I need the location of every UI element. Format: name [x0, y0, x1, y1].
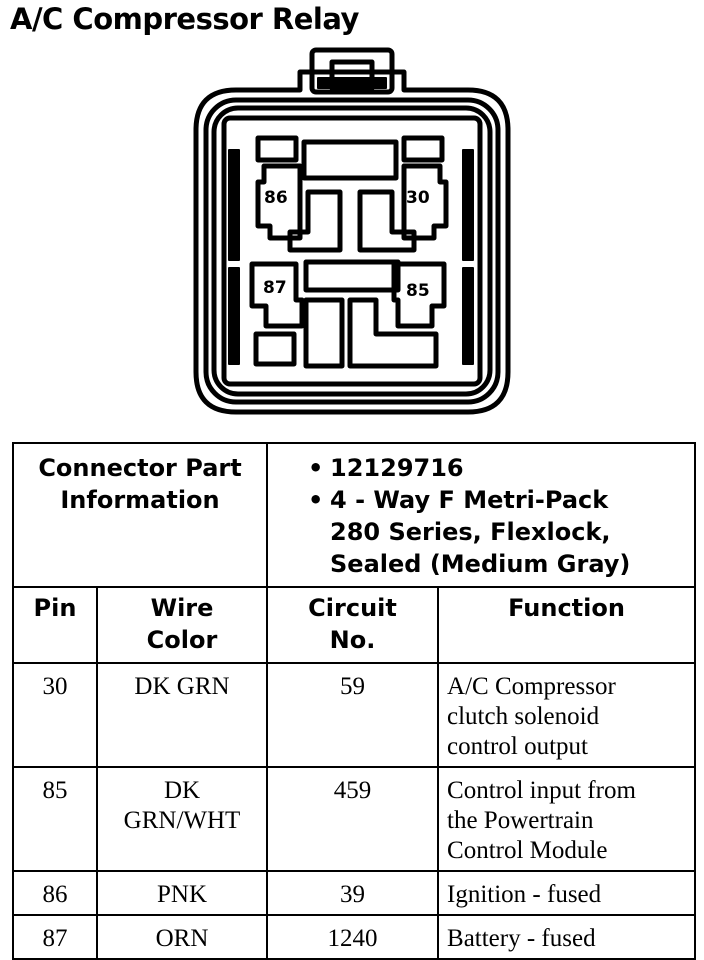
column-header-wire-color: Wire Color [97, 587, 267, 663]
part-description-item [308, 484, 688, 580]
circuit-cell: 59 [267, 663, 438, 767]
diagram-title: A/C Compressor Relay [10, 2, 359, 36]
table-row [13, 767, 695, 871]
table-row [13, 663, 695, 767]
circuit-cell: 39 [267, 871, 438, 915]
top-left-keyway [258, 138, 296, 160]
bullet-icon: • [308, 486, 324, 514]
bottom-center-cavity [306, 300, 342, 366]
part-description-line: Sealed (Medium Gray) [330, 550, 631, 578]
left-side-slot-upper [229, 150, 239, 260]
function-cell: Control input from the Powertrain Control Module [438, 767, 695, 871]
left-side-slot-lower [229, 268, 239, 364]
pin-label-86: 86 [264, 188, 288, 208]
part-number-item [308, 452, 688, 484]
bullet-icon: • [308, 454, 324, 482]
column-header-pin: Pin [13, 587, 97, 663]
pin-label-87: 87 [263, 278, 287, 298]
top-center-keyway [304, 142, 396, 178]
right-side-slot-upper [463, 150, 473, 260]
part-description-line: 4 - Way F Metri-Pack [330, 486, 609, 514]
pin-cell: 85 [13, 767, 97, 871]
part-number: 12129716 [330, 454, 464, 482]
function-cell: Battery - fused [438, 915, 695, 959]
wire-color-cell: DK GRN [97, 663, 267, 767]
pin-cell: 86 [13, 871, 97, 915]
pin-label-85: 85 [406, 281, 430, 301]
connector-latch-bar [318, 78, 386, 88]
column-header-row [13, 587, 695, 663]
part-info-label-cell [13, 443, 267, 587]
right-side-slot-lower [463, 268, 473, 364]
connector-info-table [12, 442, 696, 960]
top-right-keyway [404, 138, 442, 160]
bottom-right-cavity [350, 300, 436, 366]
bottom-left-cavity [256, 334, 294, 364]
table-row [13, 915, 695, 959]
table-row [13, 871, 695, 915]
wire-color-cell: DK GRN/WHT [97, 767, 267, 871]
part-info-row [13, 443, 695, 587]
part-description-line: 280 Series, Flexlock, [330, 518, 611, 546]
column-header-circuit: Circuit No. [267, 587, 438, 663]
part-info-details-cell [267, 443, 695, 587]
pin-cell: 30 [13, 663, 97, 767]
middle-divider-bar [306, 262, 398, 290]
part-info-label-line: Information [60, 486, 220, 514]
circuit-cell: 1240 [267, 915, 438, 959]
pin-label-30: 30 [406, 188, 430, 208]
function-cell: Ignition - fused [438, 871, 695, 915]
wire-color-cell: PNK [97, 871, 267, 915]
circuit-cell: 459 [267, 767, 438, 871]
wire-color-cell: ORN [97, 915, 267, 959]
part-info-label-line: Connector Part [38, 454, 242, 482]
function-cell: A/C Compressor clutch solenoid control output [438, 663, 695, 767]
connector-face-drawing [0, 0, 704, 440]
column-header-function: Function [438, 587, 695, 663]
pin-cell: 87 [13, 915, 97, 959]
